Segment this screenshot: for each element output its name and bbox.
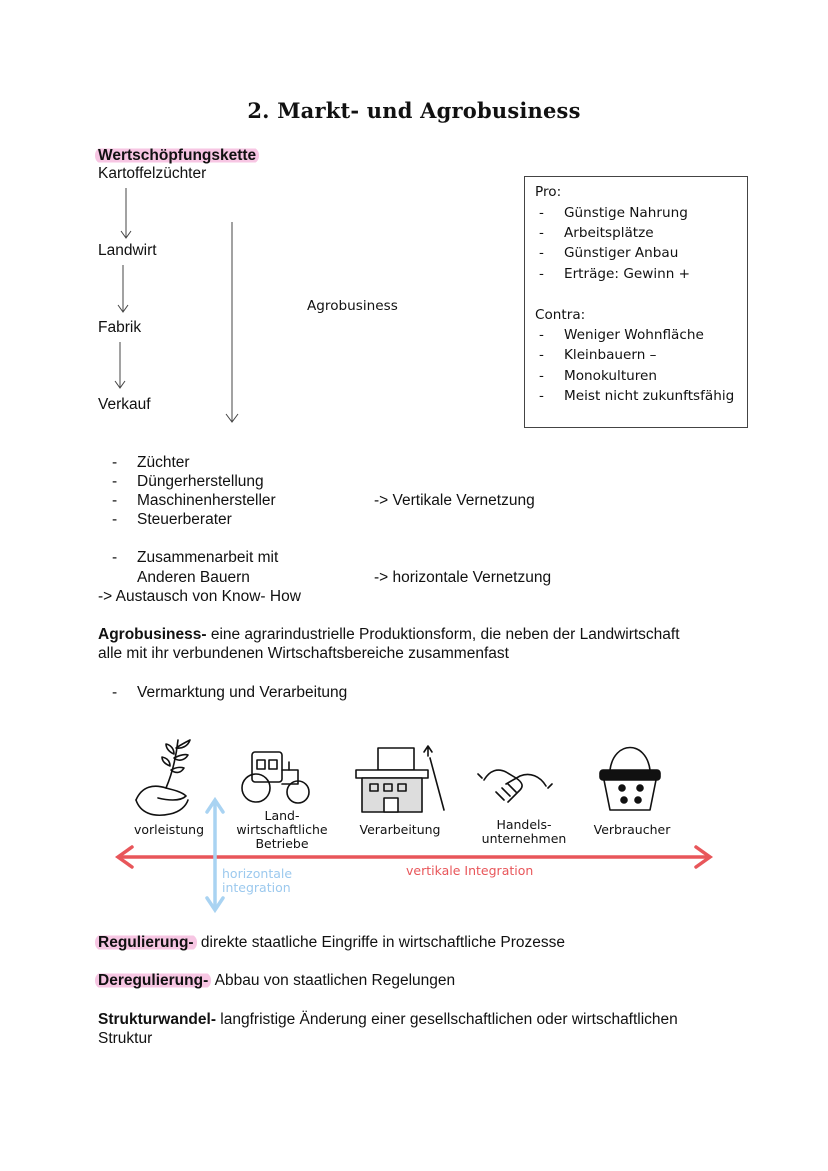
label-vorleistung: vorleistung (133, 822, 204, 837)
contra-label: Contra: (535, 307, 586, 323)
chain-heading: Wertschöpfungskette (98, 146, 259, 165)
chain-step-2: Landwirt (98, 242, 157, 259)
pro-item: Erträge: Gewinn + (564, 266, 691, 282)
handshake-icon (478, 770, 552, 802)
pro-item: Arbeitsplätze (564, 225, 654, 241)
horizontal-item: Zusammenarbeit mit (137, 549, 279, 566)
pro-contra-box: Pro: - Günstige Nahrung - Arbeitsplätze - Günstiger Anbau - Erträge: Gewinn + Contra: - Weniger Wohnfläche - Kleinbauern – - Monokulturen - Meist nicht zukunftsfähig (524, 176, 748, 428)
vertical-integration-label: vertikale Integration (406, 863, 534, 878)
term-regulierung: Regulierung- direkte staatliche Eingriffe in wirtschaftliche Prozesse (98, 933, 565, 952)
vertical-item: Züchter (137, 454, 190, 471)
contra-item: Kleinbauern – (564, 347, 657, 363)
vertical-network-label: -> Vertikale Vernetzung (374, 492, 535, 509)
basket-icon (600, 748, 660, 811)
contra-item: Weniger Wohnfläche (564, 327, 704, 343)
label-verarbeitung: Verarbeitung (359, 822, 441, 837)
chain-step-1: Kartoffelzüchter (98, 165, 207, 182)
agrobusiness-side-label: Agrobusiness (307, 298, 398, 314)
label-handelsunternehmen: Handels- unternehmen (481, 817, 567, 846)
label-verbraucher: Verbraucher (593, 822, 671, 837)
tractor-icon (242, 752, 309, 803)
page-title: 2. Markt- und Agrobusiness (247, 98, 581, 123)
plant-hand-icon (136, 740, 190, 815)
label-landwirtschaft: Land- wirtschaftliche Betriebe (236, 808, 328, 851)
horizontal-integration-label: horizontale integration (222, 866, 293, 895)
horizontal-item-cont: Anderen Bauern (137, 569, 250, 586)
pro-label: Pro: (535, 184, 562, 200)
vertical-item: Düngerherstellung (137, 473, 264, 490)
chain-step-4: Verkauf (98, 396, 151, 413)
term-strukturwandel: Strukturwandel- langfristige Änderung einer gesellschaftlichen oder wirtschaftlichen (98, 1011, 678, 1028)
horizontal-network-label: -> horizontale Vernetzung (374, 569, 552, 586)
agrobusiness-definition: Agrobusiness- eine agrarindustrielle Produktionsform, die neben der Landwirtschaft (98, 626, 680, 643)
definition-bullet: Vermarktung und Verarbeitung (137, 684, 348, 701)
chain-step-3: Fabrik (98, 319, 142, 336)
factory-icon (356, 746, 444, 812)
vertical-item: Maschinenhersteller (137, 492, 276, 509)
agrobusiness-definition-cont: alle mit ihr verbundenen Wirtschaftsbereiche zusammenfast (98, 645, 509, 662)
contra-item: Meist nicht zukunftsfähig (564, 388, 735, 404)
term-strukturwandel-cont: Struktur (98, 1030, 153, 1047)
term-deregulierung: Deregulierung- Abbau von staatlichen Regelungen (98, 971, 455, 990)
pro-item: Günstiger Anbau (564, 245, 679, 261)
horizontal-integration-arrow (207, 800, 223, 910)
vertical-item: Steuerberater (137, 511, 232, 528)
contra-item: Monokulturen (564, 368, 658, 384)
exchange-note: -> Austausch von Know- How (98, 588, 301, 605)
pro-item: Günstige Nahrung (564, 205, 688, 221)
